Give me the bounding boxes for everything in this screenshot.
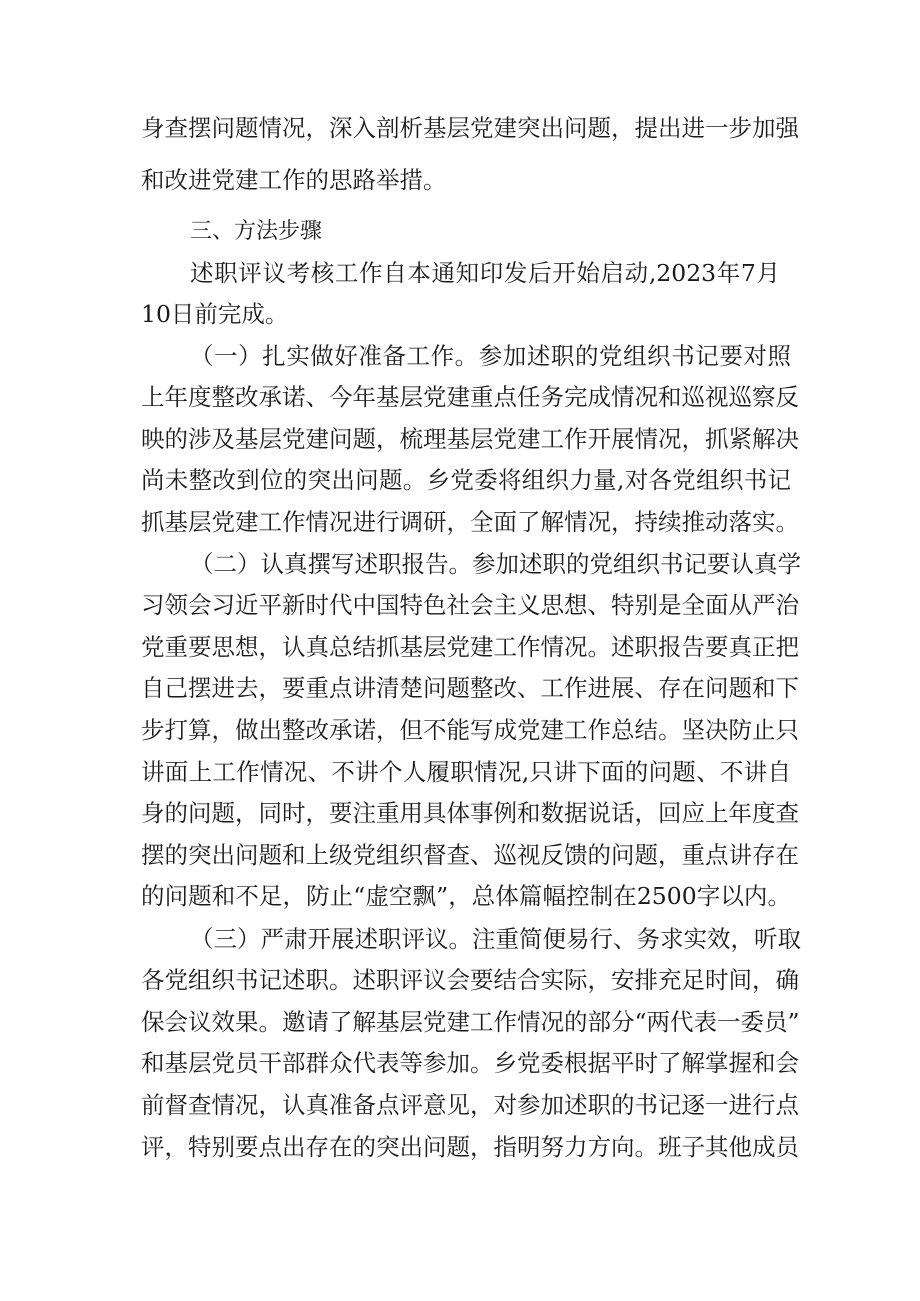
body-text-line: 和基层党员干部群众代表等参加。乡党委根据平时了解掌握和会: [141, 1049, 799, 1077]
body-text-line: 前督查情况，认真准备点评意见，对参加述职的书记逐一进行点: [141, 1091, 799, 1119]
body-text-line: （二）认真撰写述职报告。参加述职的党组织书记要认真学: [190, 550, 801, 578]
body-text-line: 身的问题，同时，要注重用具体事例和数据说话，回应上年度查: [141, 799, 799, 827]
body-text-line: 上年度整改承诺、今年基层党建重点任务完成情况和巡视巡察反: [141, 383, 799, 411]
body-text-line: 党重要思想，认真总结抓基层党建工作情况。述职报告要真正把: [141, 633, 799, 661]
body-text-line: 尚未整改到位的突出问题。乡党委将组织力量,对各党组织书记: [141, 466, 791, 494]
body-text-line: 摆的突出问题和上级党组织督查、巡视反馈的问题，重点讲存在: [141, 841, 799, 869]
body-text-line: 述职评议考核工作自本通知印发后开始启动,2023年7月: [190, 259, 780, 287]
body-text-line: 保会议效果。邀请了解基层党建工作情况的部分“两代表一委员”: [141, 1008, 800, 1036]
body-text-line: 和改进党建工作的思路举措。: [141, 166, 447, 194]
body-text-line: 抓基层党建工作情况进行调研，全面了解情况，持续推动落实。: [141, 508, 799, 536]
body-text-line: 映的涉及基层党建问题，梳理基层党建工作开展情况，抓紧解决: [141, 425, 799, 453]
body-text-line: 各党组织书记述职。述职评议会要结合实际，安排充足时间，确: [141, 966, 799, 994]
body-text-line: （一）扎实做好准备工作。参加述职的党组织书记要对照: [190, 342, 791, 370]
body-text-line: 10日前完成。: [141, 300, 289, 328]
section-heading: 三、方法步骤: [190, 219, 323, 244]
body-text-line: 评，特别要点出存在的突出问题，指明努力方向。班子其他成员: [141, 1133, 799, 1161]
body-text-line: 讲面上工作情况、不讲个人履职情况,只讲下面的问题、不讲自: [141, 758, 791, 786]
body-text-line: 自己摆进去，要重点讲清楚问题整改、工作进展、存在问题和下: [141, 674, 799, 702]
body-text-line: 步打算，做出整改承诺，但不能写成党建工作总结。坚决防止只: [141, 716, 799, 744]
body-text-line: 身查摆问题情况，深入剖析基层党建突出问题，提出进一步加强: [141, 114, 799, 142]
body-text-line: （三）严肃开展述职评议。注重简便易行、务求实效，听取: [190, 925, 801, 953]
body-text-line: 的问题和不足，防止“虚空飘”，总体篇幅控制在2500字以内。: [141, 882, 791, 910]
body-text-line: 习领会习近平新时代中国特色社会主义思想、特别是全面从严治: [141, 591, 799, 619]
